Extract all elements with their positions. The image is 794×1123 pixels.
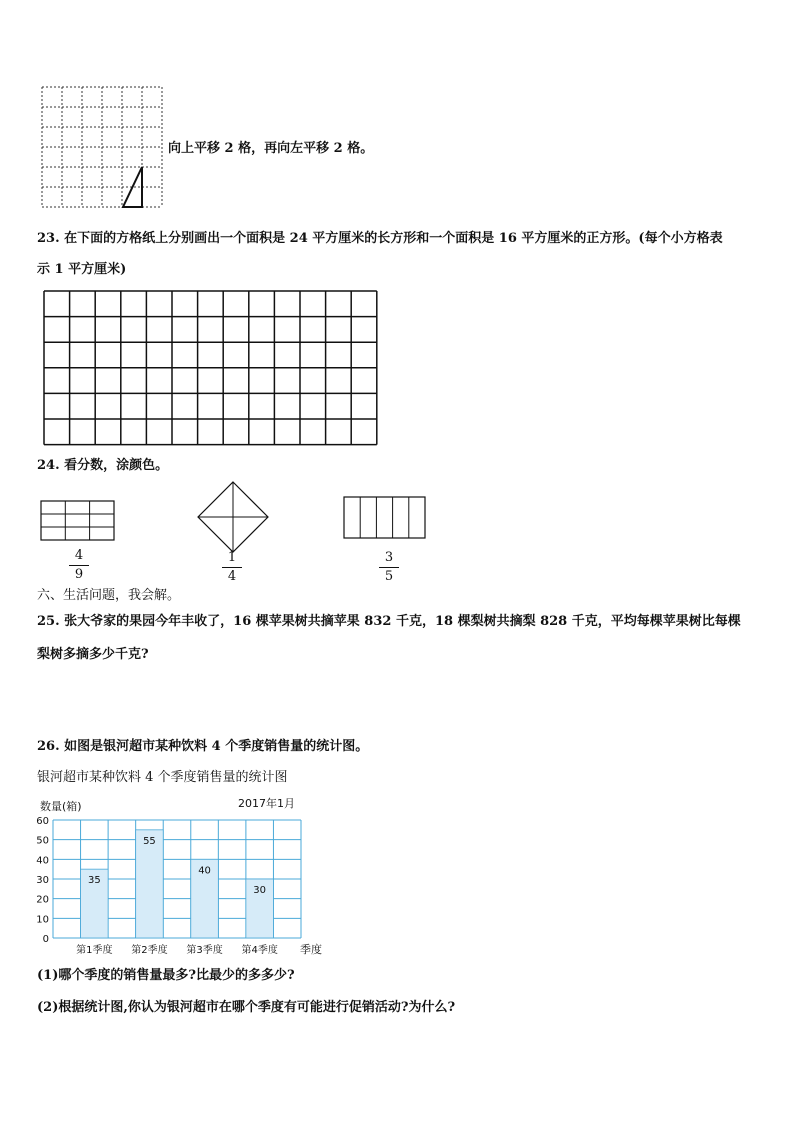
bar-value-label: 55 (143, 835, 156, 847)
q22-instruction: 向上平移 2 格，再向左平移 2 格。 (168, 141, 374, 156)
q23-question-line1: 23. 在下面的方格纸上分别画出一个面积是 24 平方厘米的长方形和一个面积是 16 平方厘米的正方形。(每个小方格表 (37, 231, 723, 246)
section6-title: 六、生活问题，我会解。 (37, 588, 181, 603)
q24-diamond (196, 480, 270, 554)
chart-ylabel: 数量(箱) (40, 800, 82, 813)
q24-fraction-3 (379, 551, 399, 584)
fraction-denominator: 9 (74, 567, 84, 582)
y-tick-label: 10 (36, 914, 49, 926)
chart-title: 银河超市某种饮料 4 个季度销售量的统计图 (37, 770, 288, 785)
x-tick-label: 第1季度 (76, 945, 113, 956)
fraction-numerator: 1 (227, 550, 237, 565)
y-tick-label: 50 (36, 835, 49, 847)
y-tick-label: 20 (36, 894, 49, 906)
x-tick-label: 第4季度 (241, 945, 278, 956)
y-tick-label: 30 (36, 875, 49, 886)
bar-value-label: 35 (87, 875, 101, 887)
q26-title: 26. 如图是银河超市某种饮料 4 个季度销售量的统计图。 (37, 739, 369, 754)
q24-rectangle-5-strips (343, 496, 427, 540)
chart-xlabel: 季度 (300, 943, 322, 956)
bar-value-label: 40 (198, 865, 211, 877)
q24-rectangle-3x3 (40, 500, 116, 542)
q22-translation-grid (40, 85, 164, 209)
q26-sub-question-1: (1)哪个季度的销售量最多?比最少的多多少? (37, 968, 295, 983)
y-tick-label: 0 (42, 934, 49, 945)
chart-subtitle: 2017年1月 (238, 797, 295, 810)
fraction-numerator: 4 (74, 548, 84, 563)
q25-question-line2: 梨树多摘多少千克? (37, 647, 149, 662)
fraction-denominator: 4 (227, 569, 237, 584)
fraction-numerator: 3 (384, 550, 394, 565)
q23-question-line2: 示 1 平方厘米) (37, 262, 127, 277)
q24-title: 24. 看分数，涂颜色。 (37, 458, 169, 473)
q24-fraction-1 (69, 549, 89, 582)
q23-square-grid (43, 290, 381, 446)
bar-value-label: 30 (253, 885, 267, 896)
q24-fraction-2 (222, 551, 242, 584)
x-tick-label: 第2季度 (131, 945, 168, 956)
q26-sub-question-2: (2)根据统计图,你认为银河超市在哪个季度有可能进行促销活动?为什么? (37, 1000, 456, 1015)
sales-bar-chart (30, 790, 330, 960)
x-tick-label: 第3季度 (186, 945, 223, 956)
fraction-denominator: 5 (384, 569, 394, 584)
y-tick-label: 60 (36, 816, 49, 827)
y-tick-label: 40 (36, 855, 49, 867)
q25-question-line1: 25. 张大爷家的果园今年丰收了，16 棵苹果树共摘苹果 832 千克，18 棵梨树共摘梨 828 千克，平均每棵苹果树比每棵 (37, 614, 741, 629)
